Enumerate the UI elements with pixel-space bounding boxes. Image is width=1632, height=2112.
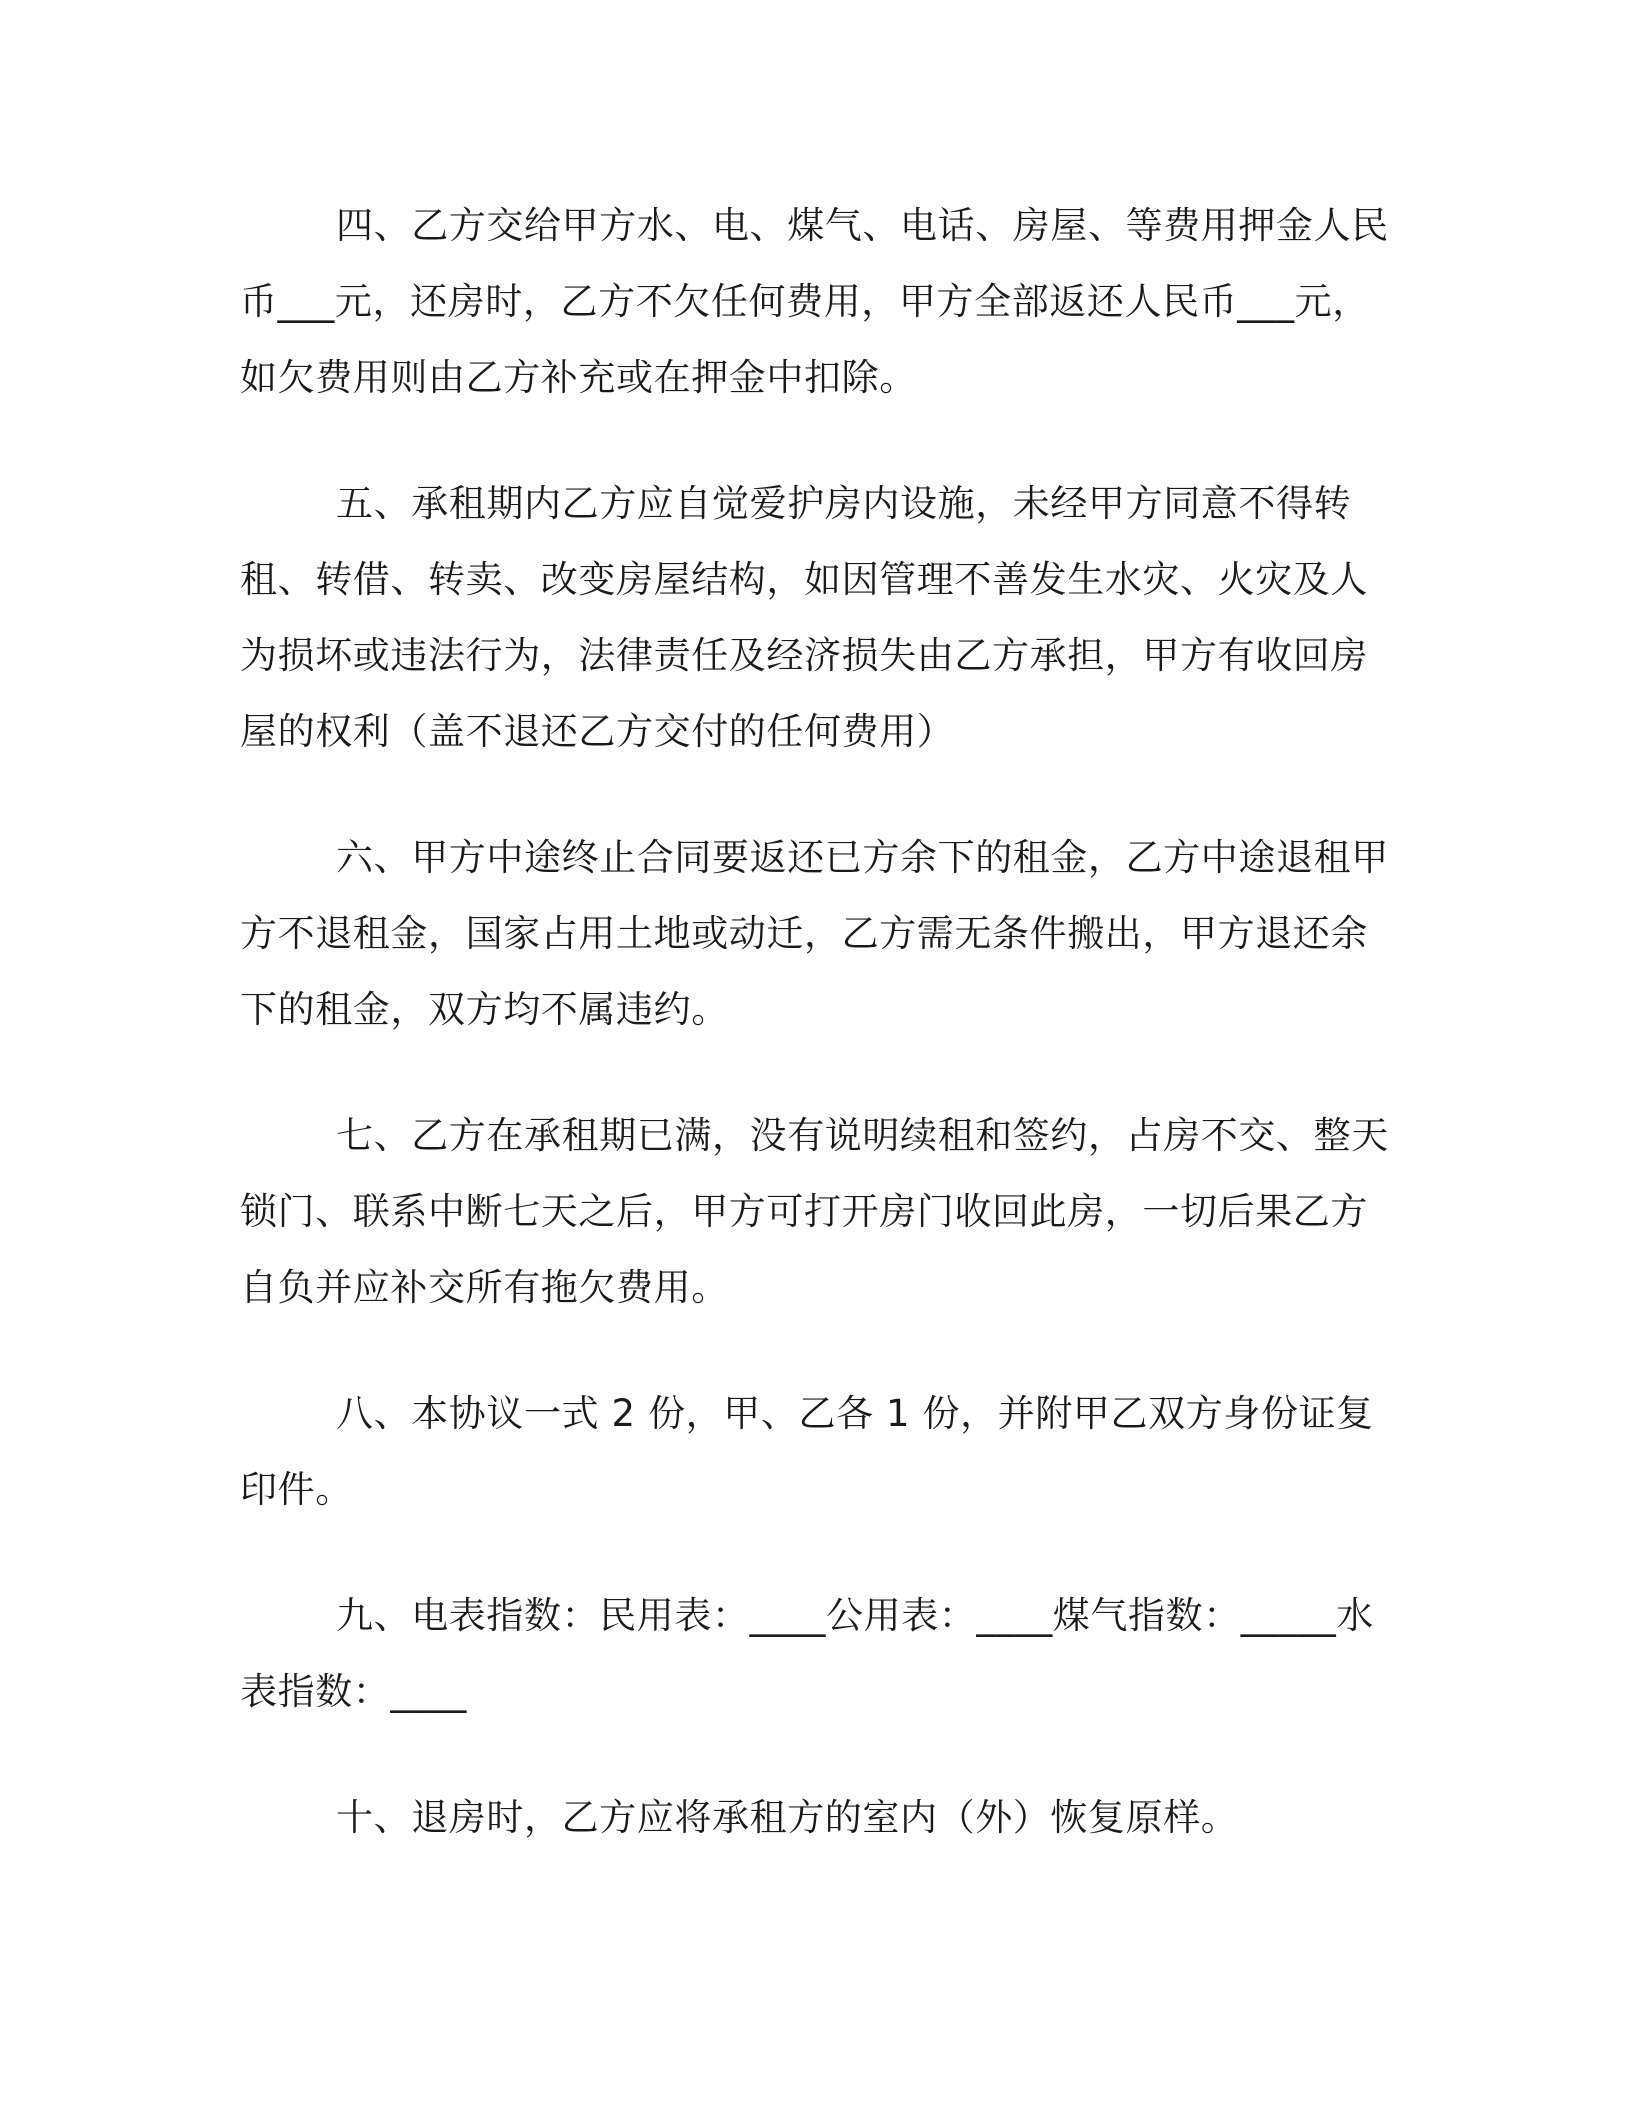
contract-body — [240, 188, 1400, 1906]
clause-5: 五、承租期内乙方应自觉爱护房内设施，未经甲方同意不得转租、转借、转卖、改变房屋结构，如因管理不善发生水灾、火灾及人为损坏或违法行为，法律责任及经济损失由乙方承担，甲方有收回房屋的权利（盖不退还乙方交付的任何费用） — [240, 482, 1368, 753]
clause-6: 六、甲方中途终止合同要返还已方余下的租金，乙方中途退租甲方不退租金，国家占用土地或动迁，乙方需无条件搬出，甲方退还余下的租金，双方均不属违约。 — [240, 836, 1389, 1031]
clause-8: 八、本协议一式 2 份，甲、乙各 1 份，并附甲乙双方身份证复印件。 — [240, 1392, 1374, 1511]
clause-7: 七、乙方在承租期已满，没有说明续租和签约，占房不交、整天锁门、联系中断七天之后，甲方可打开房门收回此房，一切后果乙方自负并应补交所有拖欠费用。 — [240, 1114, 1389, 1309]
clause-10: 十、退房时，乙方应将承租方的室内（外）恢复原样。 — [336, 1796, 1239, 1839]
clause-4: 四、乙方交给甲方水、电、煤气、电话、房屋、等费用押金人民币___元，还房时，乙方不欠任何费用，甲方全部返还人民币___元，如欠费用则由乙方补充或在押金中扣除。 — [240, 204, 1389, 399]
clause-9: 九、电表指数：民用表：____公用表：____煤气指数：_____水表指数：____ — [240, 1594, 1374, 1713]
